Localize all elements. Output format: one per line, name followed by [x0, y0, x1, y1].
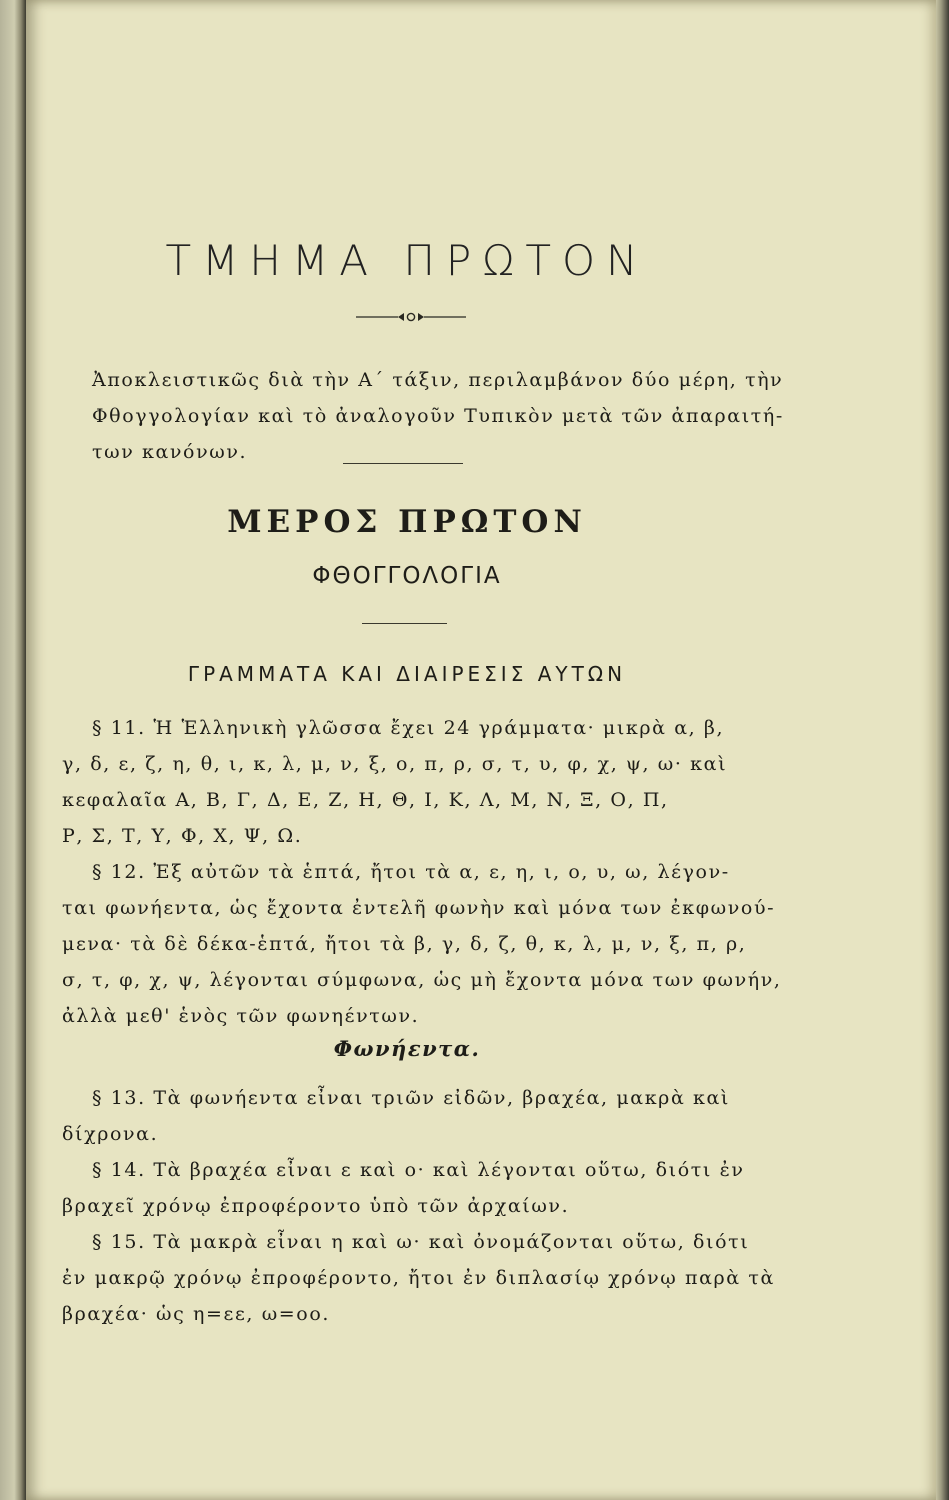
page-edge-right — [936, 0, 949, 1500]
text-line: § 11. Ἡ Ἑλληνικὴ γλῶσσα ἔχει 24 γράμματα· μικρὰ α, β, — [92, 717, 725, 739]
intro-paragraph — [62, 362, 784, 470]
text-line: ἐν μακρῷ χρόνῳ ἐπροφέροντο, ἤτοι ἐν διπλασίῳ χρόνῳ παρὰ τὰ — [62, 1267, 775, 1289]
text-line: σ, τ, φ, χ, ψ, λέγονται σύμφωνα, ὡς μὴ ἔχοντα μόνα των φωνήν, — [62, 969, 782, 991]
text-line: Ρ, Σ, Τ, Υ, Φ, Χ, Ψ, Ω. — [62, 825, 303, 847]
divider-rule — [362, 623, 447, 624]
text-line: βραχεῖ χρόνῳ ἐπροφέροντο ὑπὸ τῶν ἀρχαίων. — [62, 1195, 570, 1217]
chapter-title: ΓΡΑΜΜΑΤΑ ΚΑΙ ΔΙΑΙΡΕΣΙΣ ΑΥΤΩΝ — [187, 662, 627, 686]
intro-line: Ἀποκλειστικῶς διὰ τὴν Α΄ τάξιν, περιλαμβάνον δύο μέρη, τὴν — [92, 369, 784, 391]
book-page — [26, 0, 936, 1500]
text-line: βραχέα· ὡς η=εε, ω=οο. — [62, 1303, 331, 1325]
chapter-text — [62, 710, 782, 1034]
ornament-divider — [356, 310, 466, 324]
text-line: § 15. Τὰ μακρὰ εἶναι η καὶ ω· καὶ ὀνομάζονται οὕτω, διότι — [92, 1231, 750, 1253]
part-title: ΜΕΡΟΣ ΠΡΩΤΟΝ — [227, 504, 587, 540]
text-line: § 13. Τὰ φωνήεντα εἶναι τριῶν εἰδῶν, βραχέα, μακρὰ καὶ — [92, 1087, 730, 1109]
text-line: § 14. Τὰ βραχέα εἶναι ε καὶ ο· καὶ λέγονται οὕτω, διότι ἐν — [92, 1159, 745, 1181]
intro-line: των κανόνων. — [92, 441, 248, 463]
vowels-text — [62, 1080, 775, 1332]
part-subtitle: ΦΘΟΓΓΟΛΟΓΙΑ — [312, 563, 502, 589]
text-line: γ, δ, ε, ζ, η, θ, ι, κ, λ, μ, ν, ξ, ο, π, ρ, σ, τ, υ, φ, χ, ψ, ω· καὶ — [62, 753, 728, 775]
text-line: μενα· τὰ δὲ δέκα-ἑπτά, ἤτοι τὰ β, γ, δ, ζ, θ, κ, λ, μ, ν, ξ, π, ρ, — [62, 933, 747, 955]
text-line: κεφαλαῖα Α, Β, Γ, Δ, Ε, Ζ, Η, Θ, Ι, Κ, Λ, Μ, Ν, Ξ, Ο, Π, — [62, 789, 669, 811]
text-line: ἀλλὰ μεθ' ἑνὸς τῶν φωνηέντων. — [62, 1005, 420, 1027]
section-title: ΤΜΗΜΑ ΠΡΩΤΟΝ — [165, 236, 649, 285]
vowels-heading: Φωνήεντα. — [333, 1036, 481, 1061]
book-spine-left — [0, 0, 26, 1500]
divider-rule — [343, 463, 463, 464]
intro-line: Φθογγολογίαν καὶ τὸ ἀναλογοῦν Τυπικὸν μετὰ τῶν ἀπαραιτή- — [92, 405, 784, 427]
text-line: § 12. Ἐξ αὐτῶν τὰ ἑπτά, ἤτοι τὰ α, ε, η, ι, ο, υ, ω, λέγον- — [92, 861, 730, 883]
text-line: ται φωνήεντα, ὡς ἔχοντα ἐντελῆ φωνὴν καὶ μόνα των ἐκφωνού- — [62, 897, 776, 919]
text-line: δίχρονα. — [62, 1123, 159, 1145]
